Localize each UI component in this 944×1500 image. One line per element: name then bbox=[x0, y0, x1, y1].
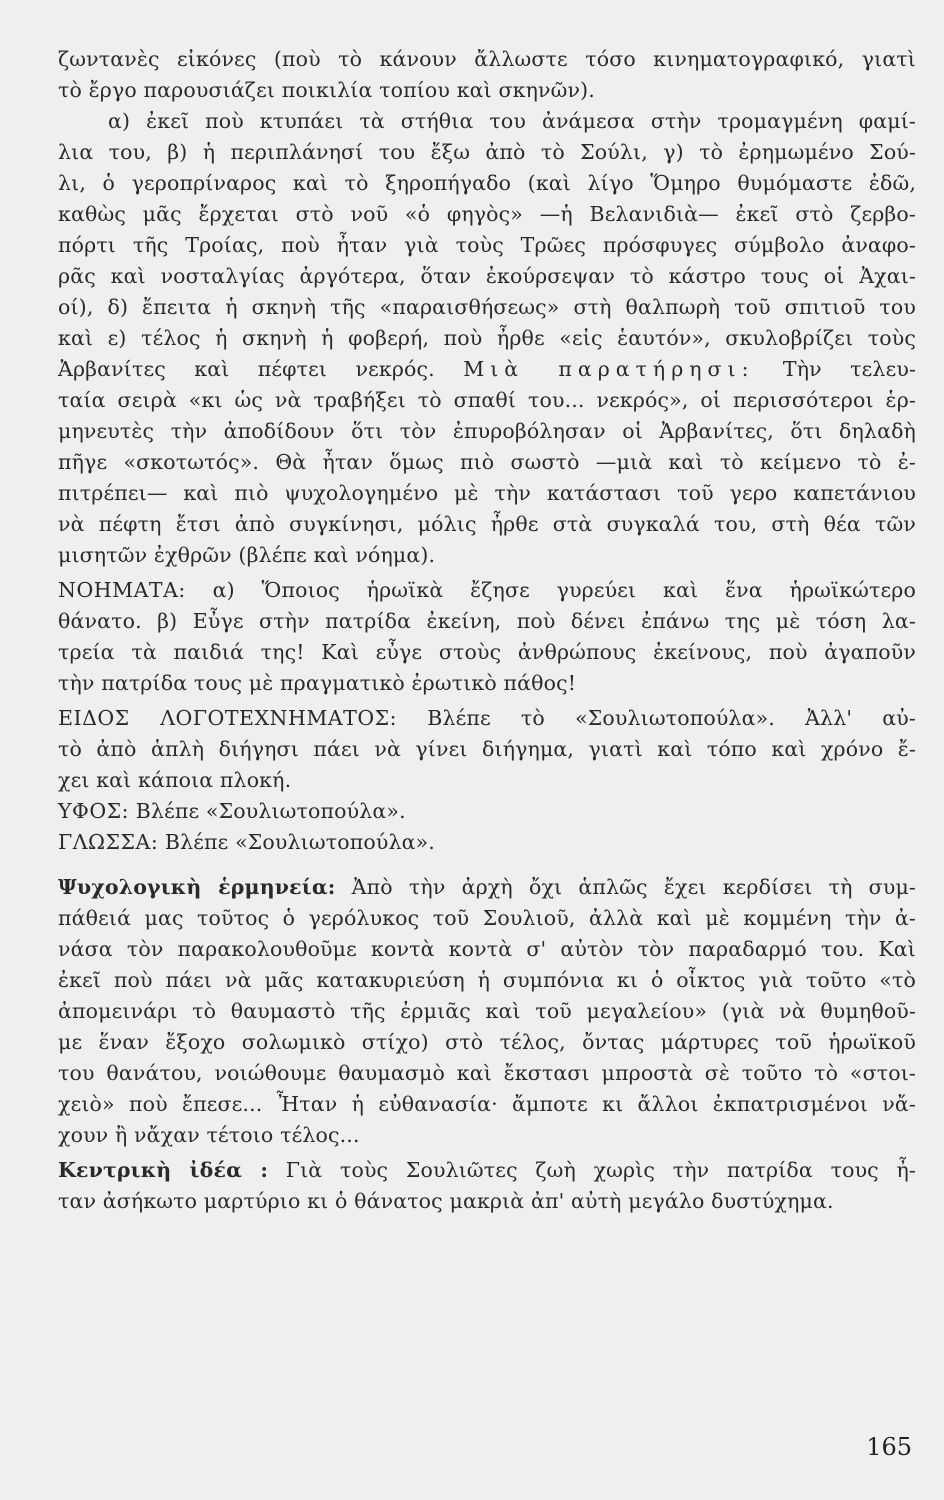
eidos-heading-line bbox=[58, 703, 916, 734]
text-line: με ἕναν ἔξοχο σολωμικὸ στίχο) στὸ τέλος, ὄντας μάρτυρες τοῦ ἡρωϊκοῦ bbox=[58, 1030, 916, 1054]
text-line: ταία σειρὰ «κι ὡς νὰ τραβήξει τὸ σπαθί του... νεκρός», οἱ περισσότεροι ἑρ- bbox=[58, 388, 916, 412]
text-line: τὸ ἀπὸ ἁπλὴ διήγησι πάει νὰ γίνει διήγημα, γιατὶ καὶ τόπο καὶ χρόνο ἔ- bbox=[58, 737, 916, 761]
section-label-noimata: ΝΟΗΜΑΤΑ: bbox=[58, 578, 186, 602]
text-line: χειὸ» ποὺ ἔπεσε... Ἦταν ἡ εὐθανασία· ἄμποτε κι ἄλλοι ἐκπατρισμένοι νἄ- bbox=[58, 1092, 916, 1116]
noimata-heading-line bbox=[58, 575, 916, 606]
text-line: οί), δ) ἔπειτα ἡ σκηνὴ τῆς «παραισθήσεως» στὴ θαλπωρὴ τοῦ σπιτιοῦ του bbox=[58, 295, 916, 319]
text-line: μηνευτὲς τὴν ἀποδίδουν ὅτι τὸν ἐπυροβόλησαν οἱ Ἀρβανίτες, ὅτι δηλαδὴ bbox=[58, 419, 916, 443]
text-line: πιτρέπει— καὶ πιὸ ψυχολογημένο μὲ τὴν κατάστασι τοῦ γερο καπετάνιου bbox=[58, 481, 916, 505]
text-segment: Βλέπε «Σουλιωτοπούλα». bbox=[135, 799, 406, 823]
section-label-glossa: ΓΛΩΣΣΑ: bbox=[58, 830, 159, 854]
text-line: ζωντανὲς εἰκόνες (ποὺ τὸ κάνουν ἄλλωστε τόσο κινηματογραφικό, γιατὶ bbox=[58, 47, 916, 71]
text-line-remark bbox=[58, 354, 916, 385]
text-segment: Βλέπε τὸ «Σουλιωτοπούλα». Ἀλλ' αὐ- bbox=[427, 706, 916, 730]
text-line: ἀπομεινάρι τὸ θαυμαστὸ τῆς ἐρμιᾶς καὶ τοῦ μεγαλείου» (γιὰ νὰ θυμηθοῦ- bbox=[58, 999, 916, 1023]
text-line: καὶ ε) τέλος ἡ σκηνὴ ἡ φοβερή, ποὺ ἦρθε «εἰς ἑαυτόν», σκυλοβρίζει τοὺς bbox=[58, 326, 916, 350]
text-line: μισητῶν ἐχθρῶν (βλέπε καὶ νόημα). bbox=[58, 543, 436, 567]
text-line: ρᾶς καὶ νοσταλγίας ἀργότερα, ὅταν ἐκούρσεψαν τὸ κάστρο τους οἱ Ἀχαι- bbox=[58, 264, 916, 288]
section-label-idea: Κεντρικὴ ἰδέα : bbox=[58, 1158, 269, 1182]
page-body bbox=[58, 44, 916, 1217]
text-segment: Τὴν τελευ- bbox=[782, 357, 917, 381]
text-line: νάσα τὸν παρακολουθοῦμε κοντὰ κοντὰ σ' αὐτὸν τὸν παραδαρμό του. Καὶ bbox=[58, 937, 916, 961]
text-line: πόρτι τῆς Τροίας, ποὺ ἦταν γιὰ τοὺς Τρῶες πρόσφυγες σύμβολο ἀναφο- bbox=[58, 233, 916, 257]
text-line: ταν ἀσήκωτο μαρτύριο κι ὁ θάνατος μακριὰ ἀπ' αὐτὴ μεγάλο δυστύχημα. bbox=[58, 1189, 834, 1213]
text-line: λι, ὁ γεροπρίναρος καὶ τὸ ξηροπήγαδο (καὶ λίγο Ὅμηρο θυμόμαστε ἐδῶ, bbox=[58, 171, 916, 195]
section-label-psych: Ψυχολογικὴ ἑρμηνεία: bbox=[58, 875, 336, 899]
idea-heading-line bbox=[58, 1155, 916, 1186]
remark-label: Μιὰ παρατήρησι: bbox=[463, 357, 755, 381]
text-line: χουν ἢ νἄχαν τέτοιο τέλος... bbox=[58, 1123, 360, 1147]
text-line: τρεία τὰ παιδιά της! Καὶ εὖγε στοὺς ἀνθρώπους ἐκείνους, ποὺ ἀγαποῦν bbox=[58, 640, 916, 664]
text-line: πῆγε «σκοτωτός». Θὰ ἦταν ὅμως πιὸ σωστὸ —μιὰ καὶ τὸ κείμενο τὸ ἐ- bbox=[58, 450, 916, 474]
glossa-line bbox=[58, 827, 916, 858]
text-line: ἐκεῖ ποὺ πάει νὰ μᾶς κατακυριεύση ἡ συμπόνια κι ὁ οἶκτος γιὰ τοῦτο «τὸ bbox=[58, 968, 916, 992]
psych-heading-line bbox=[58, 872, 916, 903]
text-segment: Ἀρβανίτες καὶ πέφτει νεκρός. bbox=[58, 357, 435, 381]
text-line: χει καὶ κάποια πλοκή. bbox=[58, 768, 292, 792]
text-line: λια του, β) ἡ περιπλάνησί του ἔξω ἀπὸ τὸ Σούλι, γ) τὸ ἐρημωμένο Σού- bbox=[58, 140, 916, 164]
yfos-line bbox=[58, 796, 916, 827]
text-segment: Ἀπὸ τὴν ἀρχὴ ὄχι ἁπλῶς ἔχει κερδίσει τὴ συμ- bbox=[351, 875, 916, 899]
text-line: τὴν πατρίδα τους μὲ πραγματικὸ ἐρωτικὸ πάθος! bbox=[58, 671, 577, 695]
section-label-eidos: ΕΙΔΟΣ ΛΟΓΟΤΕΧΝΗΜΑΤΟΣ: bbox=[58, 706, 398, 730]
page-number: 165 bbox=[866, 1433, 912, 1461]
section-label-yfos: ΥΦΟΣ: bbox=[58, 799, 130, 823]
text-line: θάνατο. β) Εὖγε στὴν πατρίδα ἐκείνη, ποὺ δένει ἐπάνω της μὲ τόση λα- bbox=[58, 609, 916, 633]
text-segment: Βλέπε «Σουλιωτοπούλα». bbox=[164, 830, 435, 854]
text-line: του θανάτου, νοιώθουμε θαυμασμὸ καὶ ἔκστασι μπροστὰ σὲ τοῦτο τὸ «στοι- bbox=[58, 1061, 916, 1085]
text-line: τὸ ἔργο παρουσιάζει ποικιλία τοπίου καὶ σκηνῶν). bbox=[58, 78, 595, 102]
text-line: καθὼς μᾶς ἔρχεται στὸ νοῦ «ὁ φηγὸς» —ἡ Βελανιδιὰ— ἐκεῖ στὸ ζερβο- bbox=[58, 202, 916, 226]
text-segment: Γιὰ τοὺς Σουλιῶτες ζωὴ χωρὶς τὴν πατρίδα τους ἦ- bbox=[285, 1158, 916, 1182]
text-line: νὰ πέφτη ἔτσι ἀπὸ συγκίνησι, μόλις ἦρθε στὰ συγκαλά του, στὴ θέα τῶν bbox=[58, 512, 916, 536]
text-line: πάθειά μας τοῦτος ὁ γερόλυκος τοῦ Σουλιοῦ, ἀλλὰ καὶ μὲ κομμένη τὴν ἀ- bbox=[58, 906, 916, 930]
text-line: α) ἐκεῖ ποὺ κτυπάει τὰ στήθια του ἀνάμεσα στὴν τρομαγμένη φαμί- bbox=[108, 109, 916, 133]
text-segment: α) Ὅποιος ἡρωϊκὰ ἔζησε γυρεύει καὶ ἕνα ἡρωϊκώτερο bbox=[212, 578, 916, 602]
